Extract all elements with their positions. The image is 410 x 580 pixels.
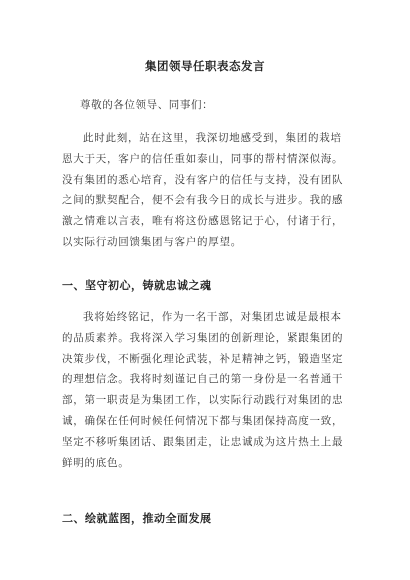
document-title: 集团领导任职表态发言: [145, 59, 265, 73]
section-heading: 二、绘就蓝图，推动全面发展: [62, 512, 212, 525]
intro-paragraph: [62, 128, 358, 253]
paragraph-line: 之间的默契配合，便不会有我今日的成长与进步。我的感: [62, 194, 344, 207]
paragraph-line: 以实际行动回馈集团与客户的厚望。: [62, 235, 242, 248]
paragraph-line: 恩大于天，客户的信任重如泰山，同事的帮村情深似海。: [62, 152, 344, 165]
paragraph-line: 的理想信念。我将时刻谨记自己的第一身份是一名普通干: [62, 373, 344, 386]
salutation: 尊敬的各位领导、同事们：: [80, 99, 214, 111]
paragraph-line: 我将始终铭记，作为一名干部，对集团忠诚是最根本: [83, 311, 342, 323]
paragraph-line: 部，第一职责是为集团工作，以实际行动践行对集团的忠: [62, 394, 344, 407]
paragraph-line: 坚定不移听集团话、跟集团走，让忠诚成为这片热土上最: [62, 435, 344, 448]
section1-paragraph: [62, 307, 358, 473]
paragraph-line: 此时此刻，站在这里，我深切地感受到，集团的栽培: [83, 132, 342, 144]
paragraph-line: 诚，确保在任何时候任何情况下都与集团保持高度一致，: [62, 414, 344, 427]
paragraph-line: 激之情难以言表，唯有将这份感恩铭记于心，付诸于行，: [62, 215, 344, 228]
paragraph-line: 鲜明的底色。: [62, 456, 130, 469]
section-heading: 一、坚守初心，铸就忠诚之魂: [62, 279, 212, 292]
paragraph-line: 没有集团的悉心培育，没有客户的信任与支持，没有团队: [62, 173, 344, 186]
paragraph-line: 的品质素养。我将深入学习集团的创新理论，紧跟集团的: [62, 331, 344, 344]
paragraph-line: 决策步伐，不断强化理论武装，补足精神之钙，锻造坚定: [62, 352, 344, 365]
